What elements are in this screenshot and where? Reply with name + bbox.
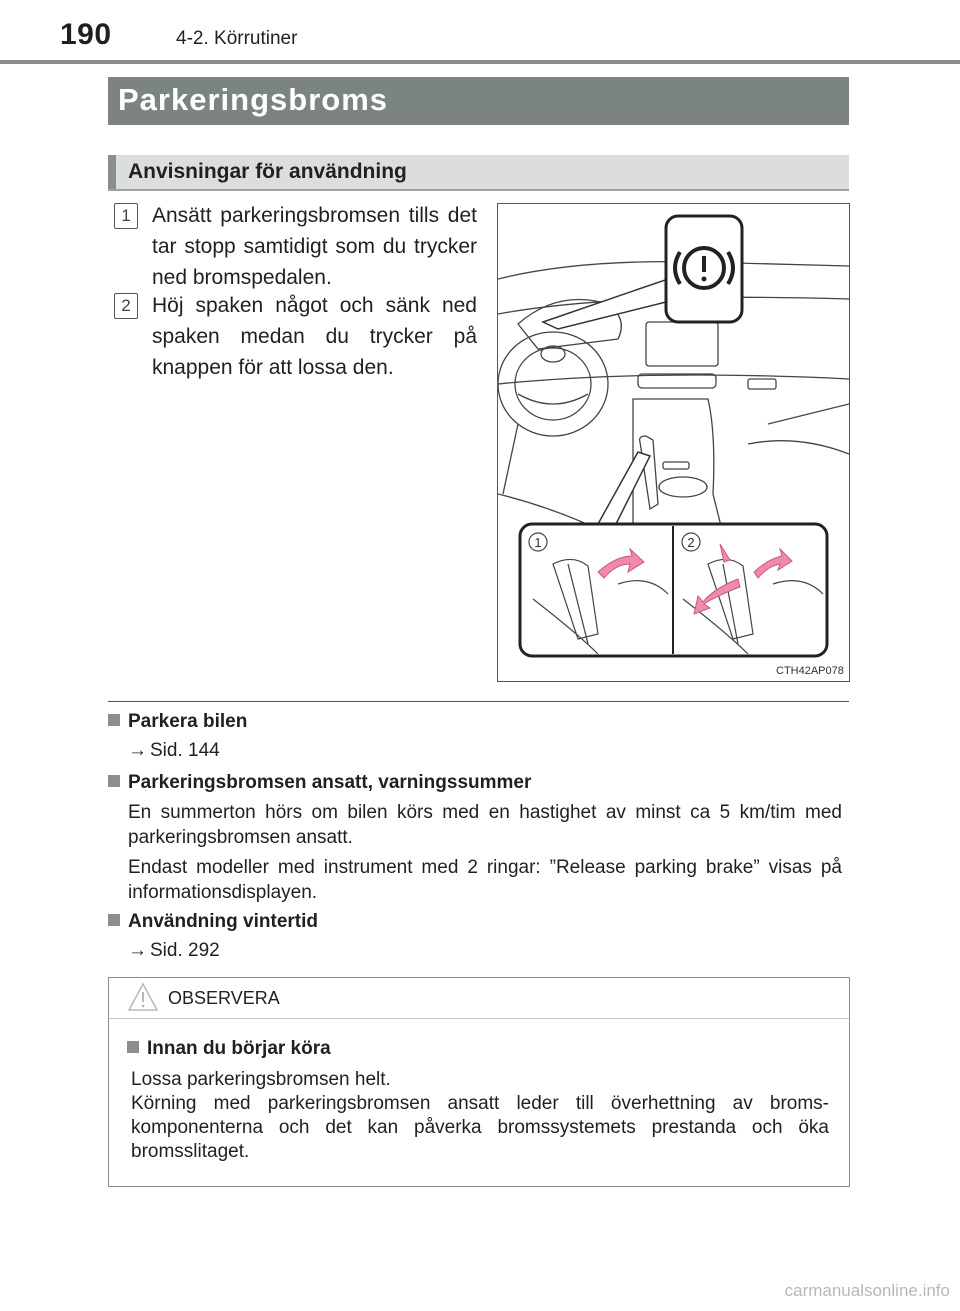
step-2 <box>112 290 477 385</box>
page-reference[interactable]: → Sid. 144 <box>128 740 220 761</box>
warning-triangle-icon <box>127 982 159 1012</box>
arrow-right-icon: → <box>128 740 147 761</box>
header-divider <box>0 60 960 64</box>
subsection-bar <box>108 155 849 191</box>
paragraph: En summerton hörs om bilen körs med en hastighet av minst ca 5 km/tim med parkeringsbromsen ansatt. <box>128 802 842 848</box>
section-heading-vinter: Användning vintertid <box>108 911 318 933</box>
content-divider <box>108 701 849 702</box>
notice-header <box>109 978 849 1019</box>
figure-code: CTH42AP078 <box>776 665 844 677</box>
parking-brake-illustration <box>497 203 850 682</box>
inset-label-1: 1 <box>534 535 542 550</box>
notice-box <box>108 977 850 1187</box>
section-title: Parkeringsbroms <box>118 82 388 117</box>
inset-label-2: 2 <box>687 535 695 550</box>
dashboard-drawing <box>498 204 849 681</box>
notice-line: Körning med parkeringsbromsen ansatt leder till överhettning av broms-komponenterna och det kan påverka bromssystemets prestanda och öka bromsslitaget. <box>131 1093 829 1162</box>
section-heading-summer: Parkeringsbromsen ansatt, varningssummer <box>108 772 531 794</box>
step-number: 2 <box>114 293 138 319</box>
square-bullet-icon <box>108 775 120 787</box>
step-text: Ansätt parkeringsbromsen tills det tar stopp samtidigt som du trycker ned bromspedalen. <box>152 204 477 289</box>
page-reference[interactable]: → Sid. 292 <box>128 940 220 961</box>
page-number: 190 <box>60 18 112 51</box>
watermark: carmanualsonline.info <box>784 1281 950 1300</box>
notice-label: OBSERVERA <box>168 988 280 1008</box>
notice-text <box>131 1068 829 1164</box>
step-1 <box>112 200 477 295</box>
arrow-right-icon: → <box>128 940 147 961</box>
subsection-accent <box>108 155 116 189</box>
square-bullet-icon <box>108 714 120 726</box>
notice-line: Lossa parkeringsbromsen helt. <box>131 1069 391 1090</box>
section-title-bar <box>108 77 849 125</box>
section-heading-parkera: Parkera bilen <box>108 711 247 733</box>
square-bullet-icon <box>108 914 120 926</box>
chapter-title: 4-2. Körrutiner <box>176 28 298 49</box>
step-text: Höj spaken något och sänk ned spaken medan du trycker på knappen för att lossa den. <box>152 294 477 379</box>
notice-heading: Innan du börjar köra <box>127 1038 331 1060</box>
subsection-title: Anvisningar för användning <box>128 160 407 183</box>
square-bullet-icon <box>127 1041 139 1053</box>
paragraph: Endast modeller med instrument med 2 ringar: ”Release parking brake” visas på informationsdisplayen. <box>128 857 842 903</box>
step-number: 1 <box>114 203 138 229</box>
